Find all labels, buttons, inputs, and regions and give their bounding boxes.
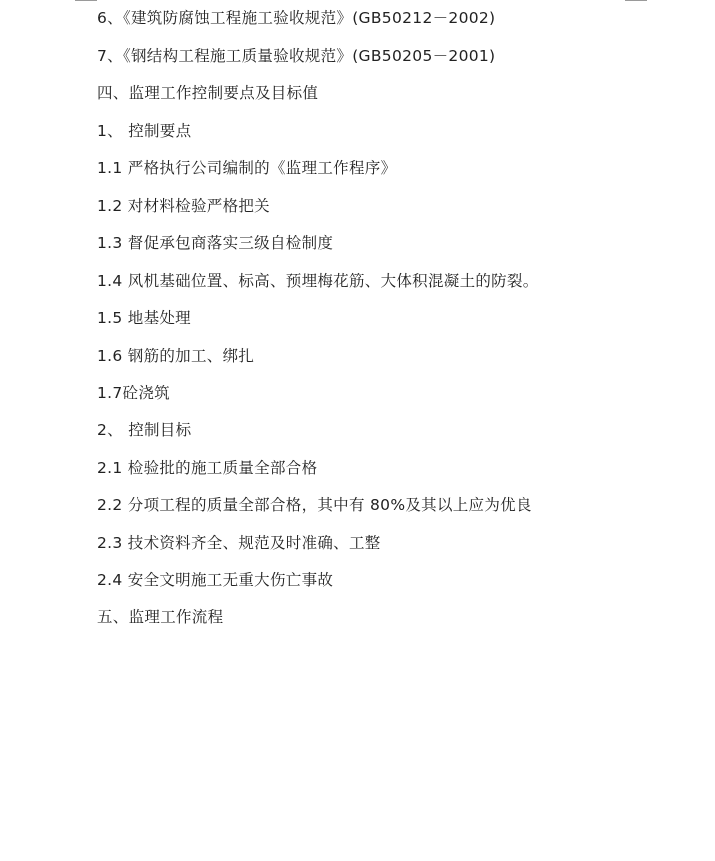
- control-point-1-6: 1.6 钢筋的加工、绑扎: [97, 347, 255, 365]
- standard-item-7: 7、《钢结构工程施工质量验收规范》(GB50205－2001): [97, 47, 496, 65]
- page-corner-mark-right: [625, 0, 647, 1]
- control-point-1-4: 1.4 风机基础位置、标高、预埋梅花筋、大体积混凝土的防裂。: [97, 272, 539, 290]
- page-corner-mark-left: [75, 0, 97, 1]
- standard-item-6: 6、《建筑防腐蚀工程施工验收规范》(GB50212－2002): [97, 9, 496, 27]
- subsection-control-targets: 2、 控制目标: [97, 421, 192, 439]
- section-heading-5: 五、监理工作流程: [97, 608, 224, 626]
- control-target-2-1: 2.1 检验批的施工质量全部合格: [97, 459, 318, 477]
- control-point-1-5: 1.5 地基处理: [97, 309, 191, 327]
- control-point-1-3: 1.3 督促承包商落实三级自检制度: [97, 234, 334, 252]
- control-target-2-4: 2.4 安全文明施工无重大伤亡事故: [97, 571, 334, 589]
- subsection-control-points: 1、 控制要点: [97, 122, 192, 140]
- control-target-2-2: 2.2 分项工程的质量全部合格，其中有 80%及其以上应为优良: [97, 496, 532, 514]
- control-point-1-2: 1.2 对材料检验严格把关: [97, 197, 270, 215]
- control-target-2-3: 2.3 技术资料齐全、规范及时准确、工整: [97, 534, 381, 552]
- section-heading-4: 四、监理工作控制要点及目标值: [97, 84, 319, 102]
- control-point-1-1: 1.1 严格执行公司编制的《监理工作程序》: [97, 159, 397, 177]
- control-point-1-7: 1.7砼浇筑: [97, 384, 170, 402]
